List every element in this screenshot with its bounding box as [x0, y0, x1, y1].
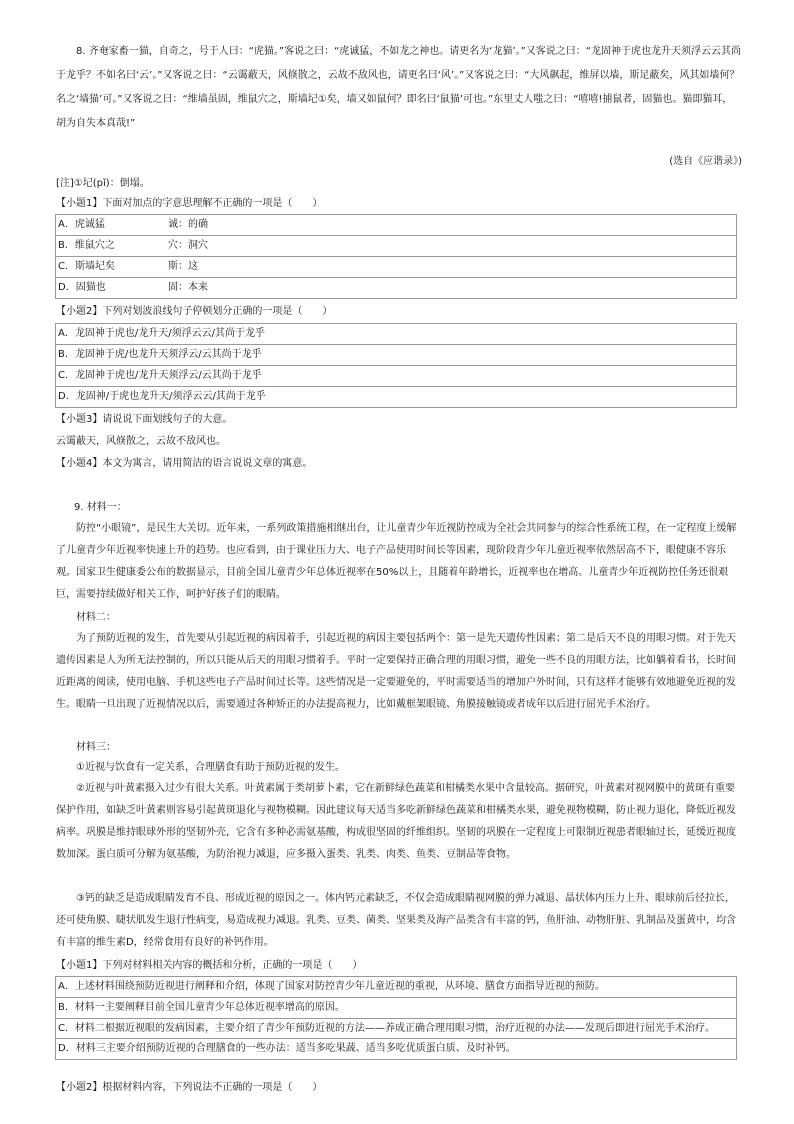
option-label: A．虎诚猛: [58, 219, 105, 230]
q9-material1-text: 防控“小眼镜”，是民生大关切。近年来，一系列政策措施相继出台，让儿童青少年近视防控成为全社会共同参与的综合性系统工程，在一定程度上缓解了儿童青少年近视率快速上升的趋势。也应看到，由于课业压力大、电子产品使用时间长等因素，现阶段青少年儿童近视率依然居高不下，眼健康不容乐观。国家卫生健康委公布的数据显示，目前全国儿童青少年总体近视率在50%以上，且随着年龄增长，近视率也在增高。儿童青少年近视防控任务还很艰巨，需要持续做好相关工作，呵护好孩子们的眼睛。: [56, 523, 737, 600]
option-label: D．固猫也: [58, 282, 106, 293]
option-explanation: 穴：洞穴: [168, 240, 208, 251]
option-row[interactable]: [56, 235, 736, 256]
q8-sub4-stem: 【小题4】本文为寓言，请用简洁的语言说说文章的寓意。: [56, 458, 313, 469]
q8-sub1-options: [55, 214, 737, 299]
option-row[interactable]: [56, 215, 736, 235]
q8-source: (选自《应谐录》): [669, 156, 742, 167]
option-explanation: 固：本来: [168, 282, 208, 293]
option-row[interactable]: D．材料三主要介绍预防近视的合理膳食的一些办法：适当多吃果蔬、适当多吃优质蛋白质、及时补钙。: [56, 1038, 736, 1059]
option-row[interactable]: C．龙固神于虎也/龙升天须浮云/云其尚于龙乎: [56, 365, 736, 386]
option-row[interactable]: A．上述材料围绕预防近视进行阐释和介绍，体现了国家对防控青少年儿童近视的重视，从环境、膳食方面指导近视的预防。: [58, 981, 605, 992]
option-label: C．斯墙圮矣: [58, 261, 115, 272]
q9-material2-title: 材料二：: [76, 612, 116, 623]
option-row[interactable]: D．龙固神/于虎也龙升天/须浮云云/其尚于龙乎: [56, 386, 736, 407]
q9-material3-p1: ①近视与饮食有一定关系，合理膳食有助于预防近视的发生。: [76, 762, 345, 773]
option-row[interactable]: C．材料二根据近视眼的发病因素，主要介绍了青少年预防近视的方法——养成正确合理用眼习惯，治疗近视的办法——发现后即进行屈光手术治疗。: [56, 1018, 736, 1038]
q8-passage: 8. 齐奄家畜一猫，自奇之，号于人曰：“虎猫。”客说之曰：“虎诚猛，不如龙之神也。请更名为‘龙猫’。”又客说之曰：“龙固神于虎也龙升天须浮云云其尚于龙乎？不如名曰‘云’。”又客说之曰：“云霭蔽天，风倏散之，云故不敌风也，请更名曰‘风’。”又客说之曰：“大风飙起，维屏以墙，斯足蔽矣，风其如墙何？名之‘墙猫’可。”又客说之曰：“维墙虽固，维鼠穴之，斯墙圮①矣，墙又如鼠何？即名曰‘鼠猫’可也。”东里丈人嗤之曰：“嘻嘻!捕鼠者，固猫也。猫即猫耳，胡为自失本真哉!”: [56, 46, 741, 129]
q8-sub2-options: [55, 323, 737, 408]
q8-sub3-sentence: 云霭蔽天，风倏散之，云故不敌风也。: [56, 436, 226, 447]
option-row[interactable]: B．材料一主要阐释目前全国儿童青少年总体近视率增高的原因。: [56, 997, 736, 1018]
q9-material1-title: 9. 材料一：: [74, 502, 127, 513]
q8-sub3-stem: 【小题3】请说说下面划线句子的大意。: [56, 414, 233, 425]
option-row[interactable]: [56, 277, 736, 298]
option-row[interactable]: B．龙固神于虎/也龙升天须浮云/云其尚于龙乎: [56, 344, 736, 365]
q8-sub2-stem: 【小题2】下列对划波浪线句子停顿划分正确的一项是（ ）: [56, 306, 333, 317]
q8-note: [注]①圮(pǐ)：倒塌。: [56, 178, 150, 189]
q9-material3-p2: ②近视与叶黄素摄入过少有很大关系。叶黄素属于类胡萝卜素，它在新鲜绿色蔬菜和柑橘类水果中含量较高。据研究，叶黄素对视网膜中的黄斑有重要保护作用，如缺乏叶黄素则容易引起黄斑退化与视物模糊。因此建议每天适当多吃新鲜绿色蔬菜和柑橘类水果，避免视物模糊，防止视力退化，降低近视发病率。巩膜是维持眼球外形的坚韧外壳，它含有多种必需氨基酸，构成很坚固的纤维组织。坚韧的巩膜在一定程度上可限制近视患者眼轴过长，延缓近视度数加深。蛋白质可分解为氨基酸，为防治视力减退，应多摄入蛋类、乳类、肉类、鱼类、豆制品等食物。: [56, 783, 736, 860]
q9-sub1-stem: 【小题1】下列对材料相关内容的概括和分析，正确的一项是（ ）: [56, 960, 363, 971]
q9-material2-text: 为了预防近视的发生，首先要从引起近视的病因着手，引起近视的病因主要包括两个：第一是先天遗传性因素；第二是后天不良的用眼习惯。对于先天遗传因素是人为所无法控制的，所以只能从后天的用眼习惯着手。平时一定要保持正确合理的用眼习惯，避免一些不良的用眼方法，比如躺着看书，长时间近距离的阅读，使用电脑、手机这些电子产品时间过长等。这些情况是一定要避免的，平时需要适当的增加户外时间，只有这样才能够有效地避免近视的发生。眼睛一旦出现了近视情况以后，需要通过各种矫正的办法提高视力，比如戴框架眼镜、角膜接触镜或者成年以后进行屈光手术治疗。: [56, 633, 736, 710]
q9-sub1-options: [55, 976, 737, 1060]
option-explanation: 斯：这: [168, 261, 198, 272]
option-row[interactable]: [56, 256, 736, 277]
option-explanation: 诚：的确: [168, 219, 208, 230]
q9-material3-p3: ③钙的缺乏是造成眼睛发育不良、形成近视的原因之一。体内钙元素缺乏，不仅会造成眼睛视网膜的弹力减退、晶状体内压力上升、眼球前后径拉长，还可使角膜、睫状肌发生退行性病变，易造成视力减退。乳类、豆类、菌类、坚果类及海产品类含有丰富的钙，鱼肝油、动物肝脏、乳制品及蛋黄中，均含有丰富的维生素D，经常食用有良好的补钙作用。: [56, 893, 736, 948]
option-row[interactable]: A．龙固神于虎也/龙升天/须浮云云/其尚于龙乎: [58, 328, 265, 339]
q9-sub2-stem: 【小题2】根据材料内容，下列说法不正确的一项是（ ）: [56, 1082, 323, 1093]
option-label: B．维鼠穴之: [58, 240, 115, 251]
q9-material3-title: 材料三：: [76, 742, 116, 753]
q8-sub1-stem: 【小题1】下面对加点的字意思理解不正确的一项是（ ）: [56, 198, 323, 209]
